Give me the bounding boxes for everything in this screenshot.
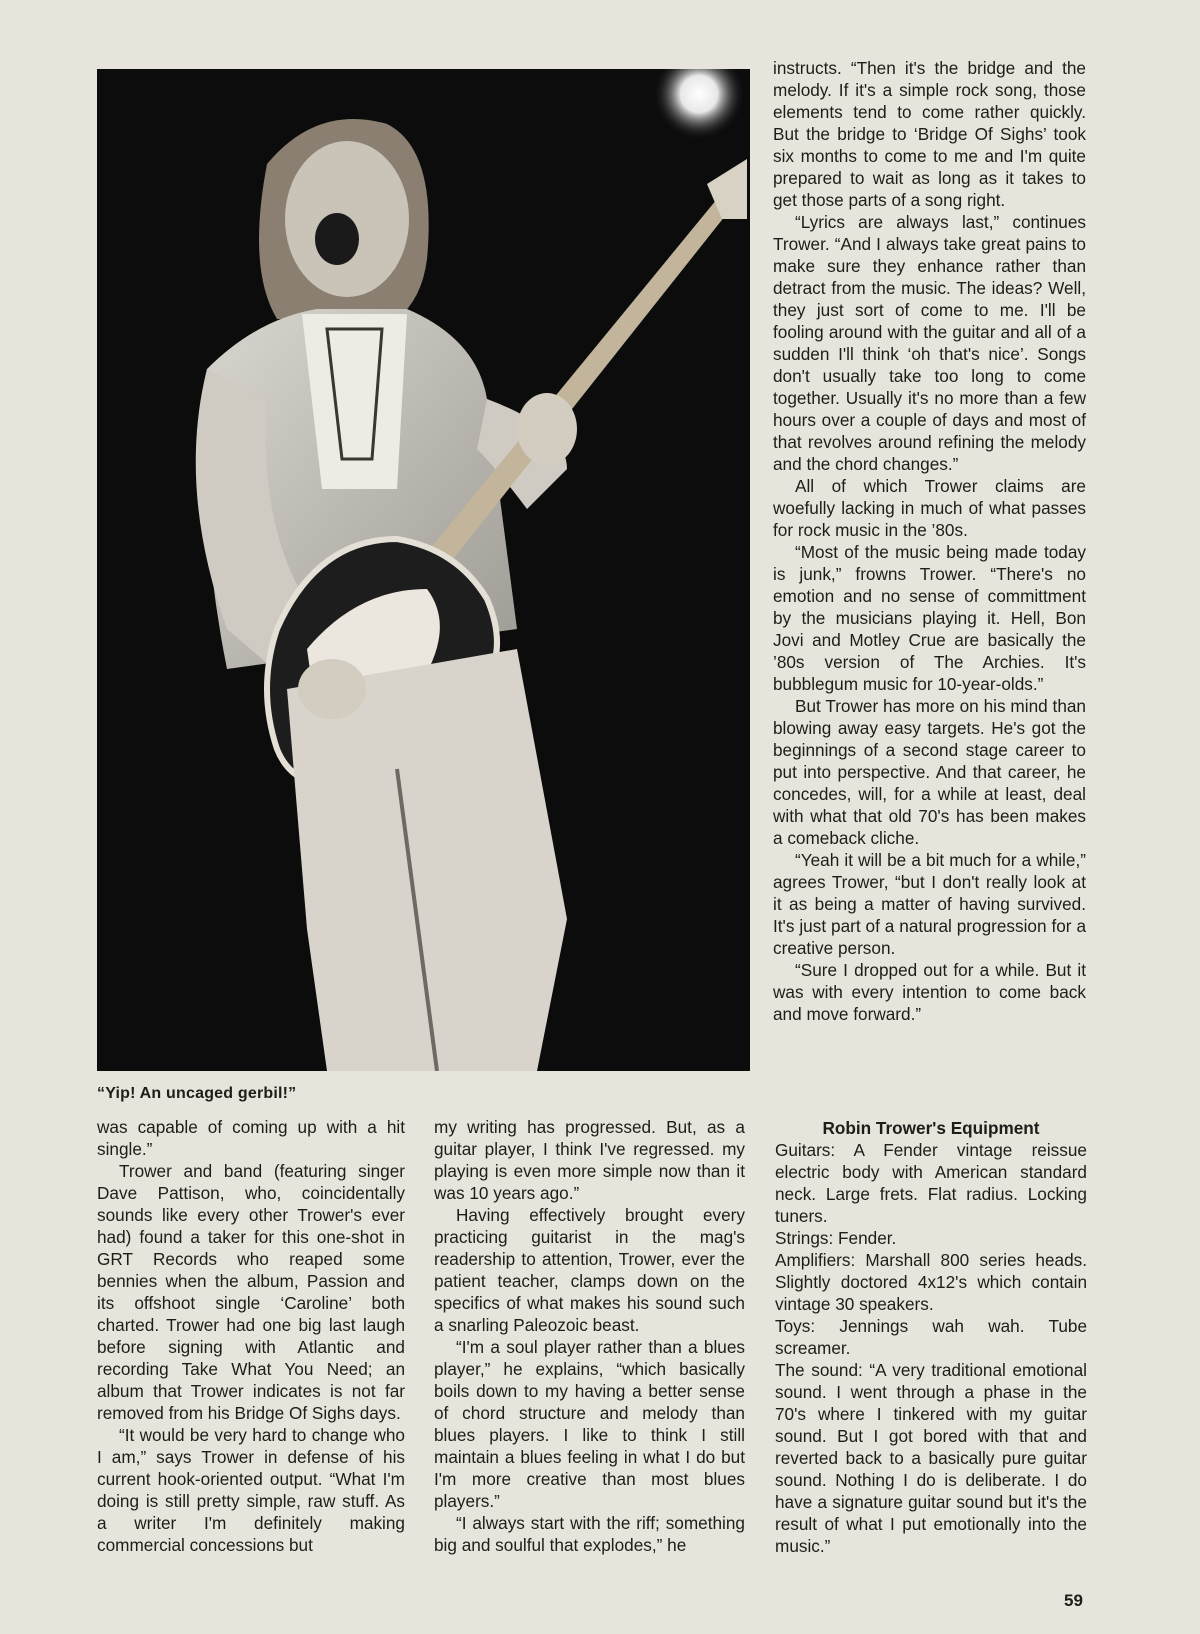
page-number: 59 xyxy=(1064,1591,1083,1610)
sidebar-item: Guitars: A Fender vintage reissue electric body with American standard neck. Large frets. Flat radius. Locking tuners. xyxy=(775,1140,1087,1226)
sidebar-item: Amplifiers: Marshall 800 series heads. Slightly doctored 4x12's which contain vintage 30 speakers. xyxy=(775,1250,1087,1314)
sidebar-item: Strings: Fender. xyxy=(775,1228,897,1248)
guitarist-photo xyxy=(97,69,750,1071)
paragraph: But Trower has more on his mind than blowing away easy targets. He's got the beginnings of a second stage career to put into perspective. And that career, he concedes, will, for a while at least, deal with what that old 70's has been makes a comeback cliche. xyxy=(773,696,1086,848)
photo-caption: “Yip! An uncaged gerbil!” xyxy=(97,1085,297,1102)
paragraph: “It would be very hard to change who I am,” says Trower in defense of his current hook-oriented output. “What I'm doing is still pretty simple, raw stuff. As a writer I'm definitely making commercial concessions but xyxy=(97,1425,405,1555)
paragraph: “Lyrics are always last,” continues Trower. “And I always take great pains to make sure they enhance rather than detract from the music. The ideas? Well, they just sort of come to me. I'll be fooling around with the guitar and all of a sudden I'll think ‘oh that's nice’. Songs don't usually take too long to come together. Usually it's no more than a few hours over a couple of days and most of that revolves around refining the melody and the chord changes.” xyxy=(773,212,1086,474)
paragraph: Having effectively brought every practicing guitarist in the mag's readership to attention, Trower, ever the patient teacher, clamps down on the specifics of what makes his sound such a snarling Paleozoic beast. xyxy=(434,1205,745,1335)
paragraph: “Yeah it will be a bit much for a while,” agrees Trower, “but I don't really look at it as being a matter of having survived. It's just part of a natural progression for a creative person. xyxy=(773,850,1086,958)
paragraph: “Sure I dropped out for a while. But it was with every intention to come back and move forward.” xyxy=(773,960,1086,1024)
article-column-2 xyxy=(434,1116,745,1556)
sidebar-item: The sound: “A very traditional emotional sound. I went through a phase in the 70's where I tinkered with my guitar sound. But I got bored with that and reverted back to a basically pure guitar sound. Nothing I do is deliberate. I do have a signature guitar sound but it's the result of what I put emotionally into the music.” xyxy=(775,1360,1087,1556)
guitarist-illustration xyxy=(97,69,750,1071)
paragraph: instructs. “Then it's the bridge and the melody. If it's a simple rock song, those elements tend to come rather quickly. But the bridge to ‘Bridge Of Sighs’ took six months to come to me and I'm quite prepared to wait as long as it takes to get those parts of a song right. xyxy=(773,58,1086,210)
article-column-1 xyxy=(97,1116,405,1556)
paragraph: “I'm a soul player rather than a blues player,” he explains, “which basically boils down to my having a better sense of chord structure and melody than blues players. I like to think I still maintain a blues feeling in what I do but I'm more creative than most blues players.” xyxy=(434,1337,745,1511)
paragraph: “Most of the music being made today is junk,” frowns Trower. “There's no emotion and no sense of committment by the musicians playing it. Hell, Bon Jovi and Motley Crue are basically the ’80s version of The Archies. It's bubblegum music for 10-year-olds.” xyxy=(773,542,1086,694)
paragraph: Trower and band (featuring singer Dave Pattison, who, coincidentally sounds like every other Trower's ever had) found a taker for this one-shot in GRT Records who reaped some bennies when the album, Passion and its offshoot single ‘Caroline’ both charted. Trower had one big last laugh before signing with Atlantic and recording Take What You Need; an album that Trower indicates is not far removed from his Bridge Of Sighs days. xyxy=(97,1161,405,1423)
paragraph: was capable of coming up with a hit single.” xyxy=(97,1117,405,1159)
paragraph: “I always start with the riff; something big and soulful that explodes,” he xyxy=(434,1513,745,1555)
article-column-3 xyxy=(773,57,1086,1025)
sidebar-title: Robin Trower's Equipment xyxy=(822,1118,1040,1138)
equipment-sidebar xyxy=(775,1117,1087,1557)
sidebar-item: Toys: Jennings wah wah. Tube screamer. xyxy=(775,1316,1087,1358)
paragraph: my writing has progressed. But, as a guitar player, I think I've regressed. my playing is even more simple now than it was 10 years ago.” xyxy=(434,1117,745,1203)
paragraph: All of which Trower claims are woefully lacking in much of what passes for rock music in the ’80s. xyxy=(773,476,1086,540)
